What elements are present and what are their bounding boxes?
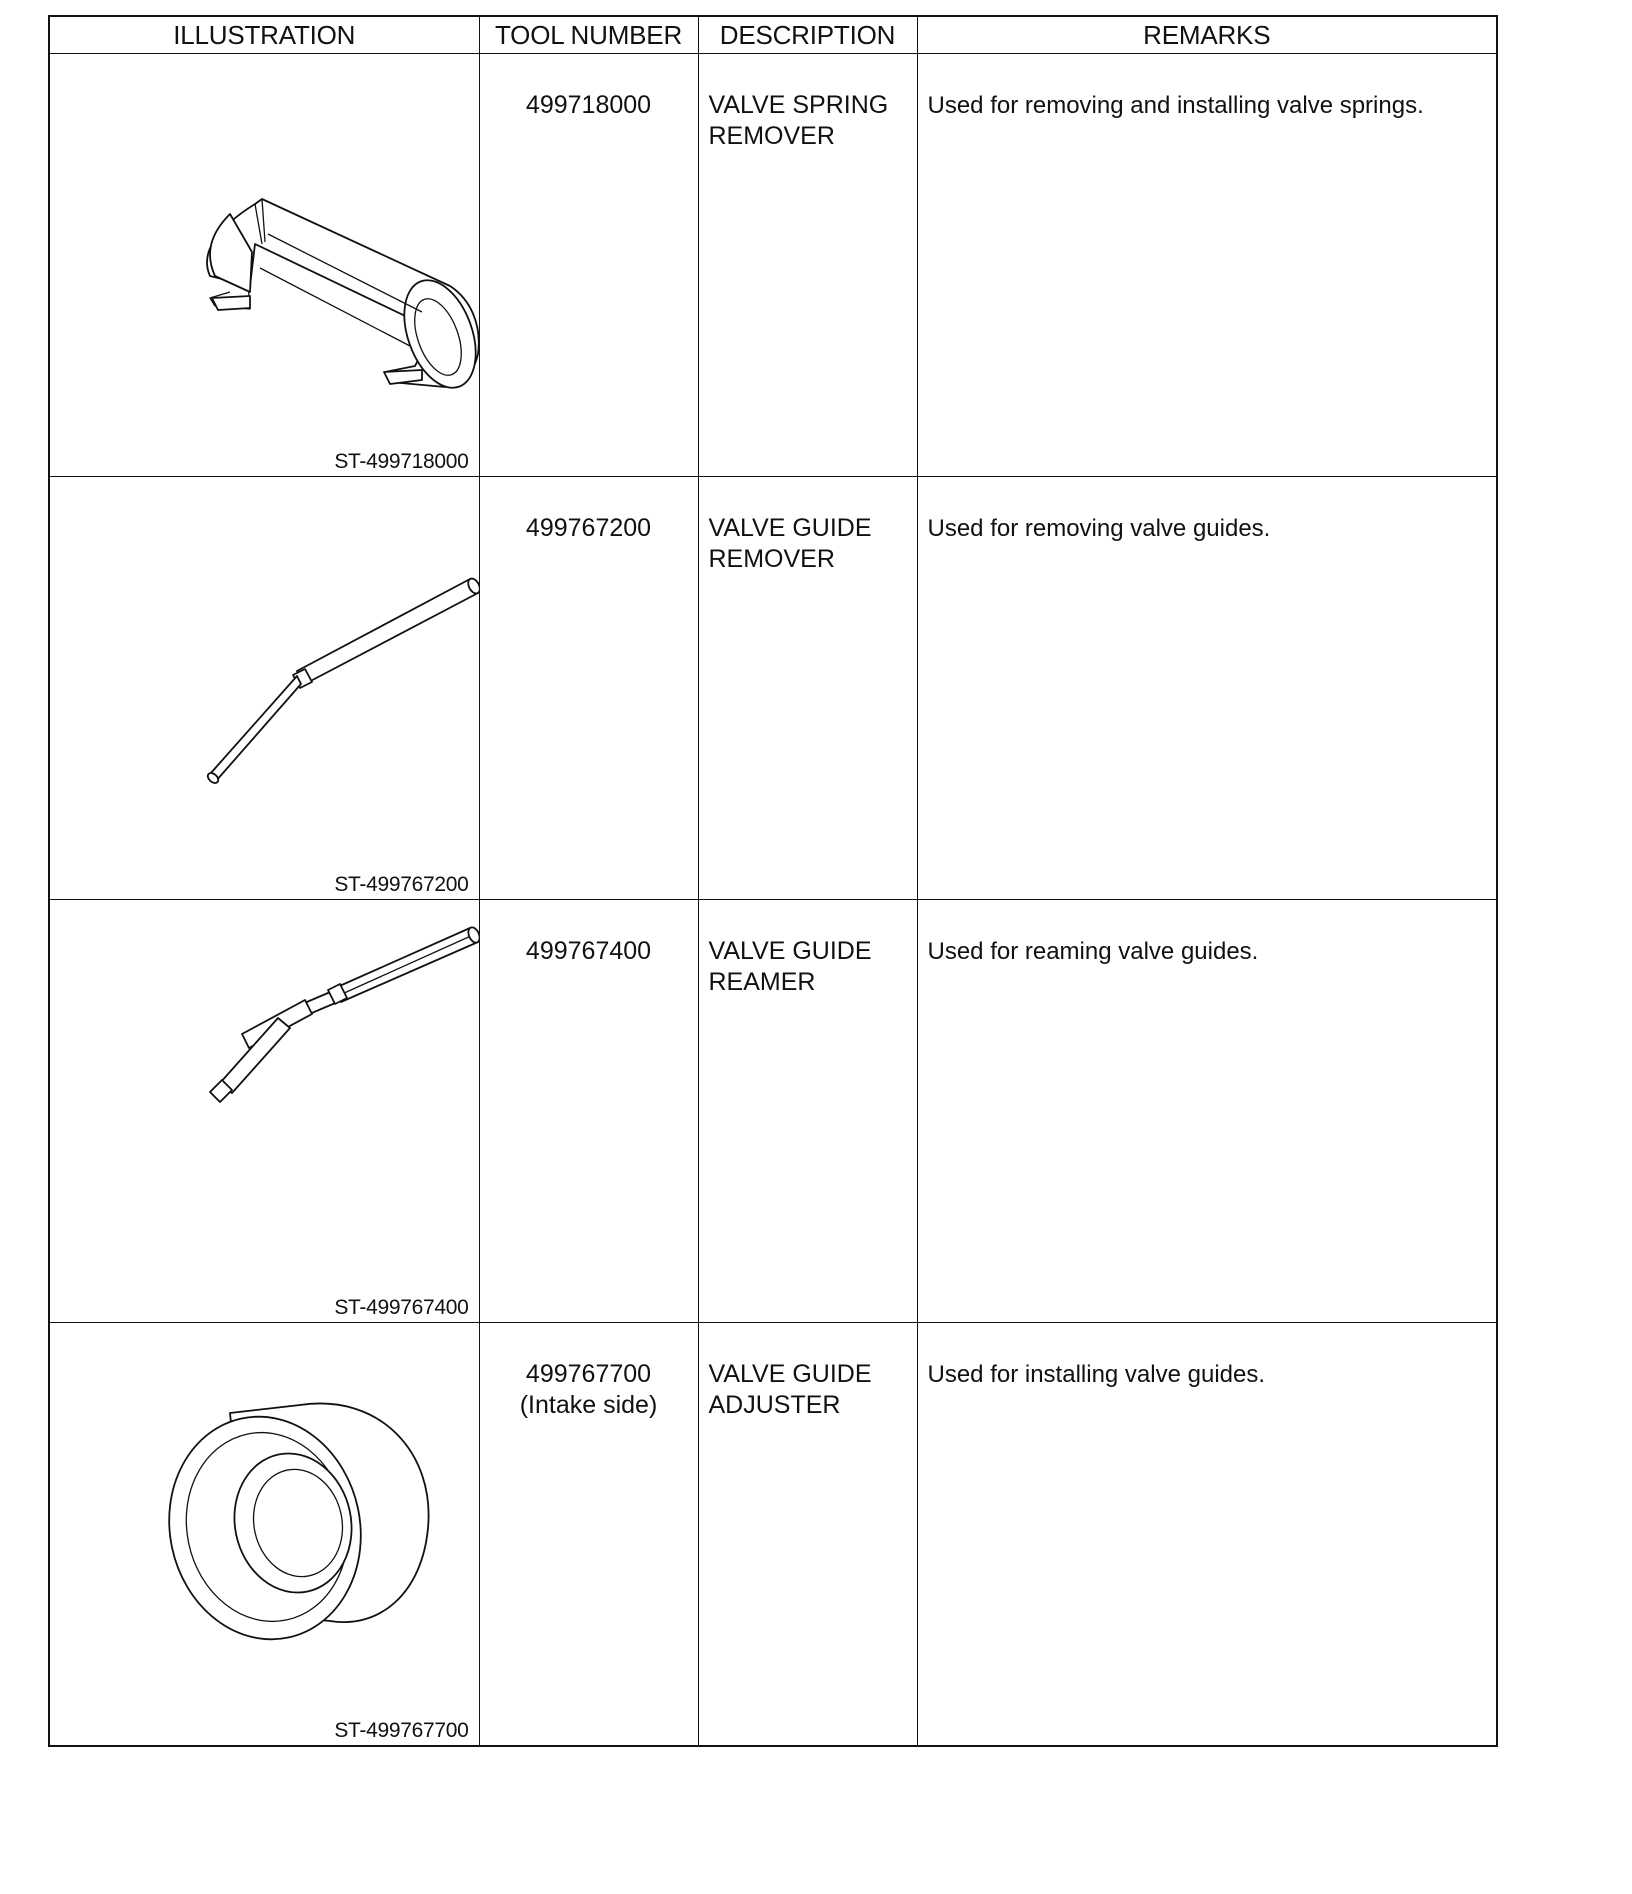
tool-number: 499767700 (525, 1360, 652, 1388)
table-row (49, 54, 1497, 477)
description-line: VALVE GUIDE (708, 1360, 872, 1388)
remarks-cell: Used for installing valve guides. (917, 1323, 1497, 1747)
valve-guide-reamer-icon (50, 900, 480, 1286)
tool-number-cell (479, 900, 698, 1323)
description-line: VALVE GUIDE (708, 937, 872, 965)
special-tools-table (48, 15, 1498, 1747)
tool-number: 499767200 (525, 514, 652, 542)
description-line: REMOVER (708, 545, 835, 573)
valve-spring-remover-icon (50, 54, 480, 440)
header-remarks: REMARKS (917, 16, 1497, 54)
description-line: VALVE GUIDE (708, 514, 872, 542)
description-cell (698, 1323, 917, 1747)
remarks-cell: Used for reaming valve guides. (917, 900, 1497, 1323)
header-description: DESCRIPTION (698, 16, 917, 54)
illustration-cell (49, 477, 479, 900)
tool-number-note: (Intake side) (519, 1391, 658, 1419)
description-line: REAMER (708, 968, 816, 996)
illustration-label: ST-499718000 (334, 450, 469, 473)
table-row (49, 1323, 1497, 1747)
tool-number: 499767400 (525, 937, 652, 965)
illustration-cell (49, 900, 479, 1323)
table-row (49, 477, 1497, 900)
illustration-label: ST-499767200 (334, 873, 469, 896)
illustration-label: ST-499767700 (334, 1719, 469, 1742)
header-tool-number: TOOL NUMBER (479, 16, 698, 54)
valve-guide-remover-icon (50, 477, 480, 863)
tool-number-cell (479, 1323, 698, 1747)
remarks-cell: Used for removing valve guides. (917, 477, 1497, 900)
header-row (49, 16, 1497, 54)
description-cell (698, 54, 917, 477)
tool-number: 499718000 (525, 91, 652, 119)
illustration-label: ST-499767400 (334, 1296, 469, 1319)
tool-number-cell (479, 477, 698, 900)
description-line: VALVE SPRING (708, 91, 889, 119)
description-line: ADJUSTER (708, 1391, 841, 1419)
tool-number-cell (479, 54, 698, 477)
description-line: REMOVER (708, 122, 835, 150)
header-illustration: ILLUSTRATION (49, 16, 479, 54)
valve-guide-adjuster-icon (50, 1323, 480, 1709)
illustration-cell (49, 54, 479, 477)
description-cell (698, 477, 917, 900)
illustration-cell (49, 1323, 479, 1747)
remarks-cell: Used for removing and installing valve springs. (917, 54, 1497, 477)
description-cell (698, 900, 917, 1323)
table-row (49, 900, 1497, 1323)
